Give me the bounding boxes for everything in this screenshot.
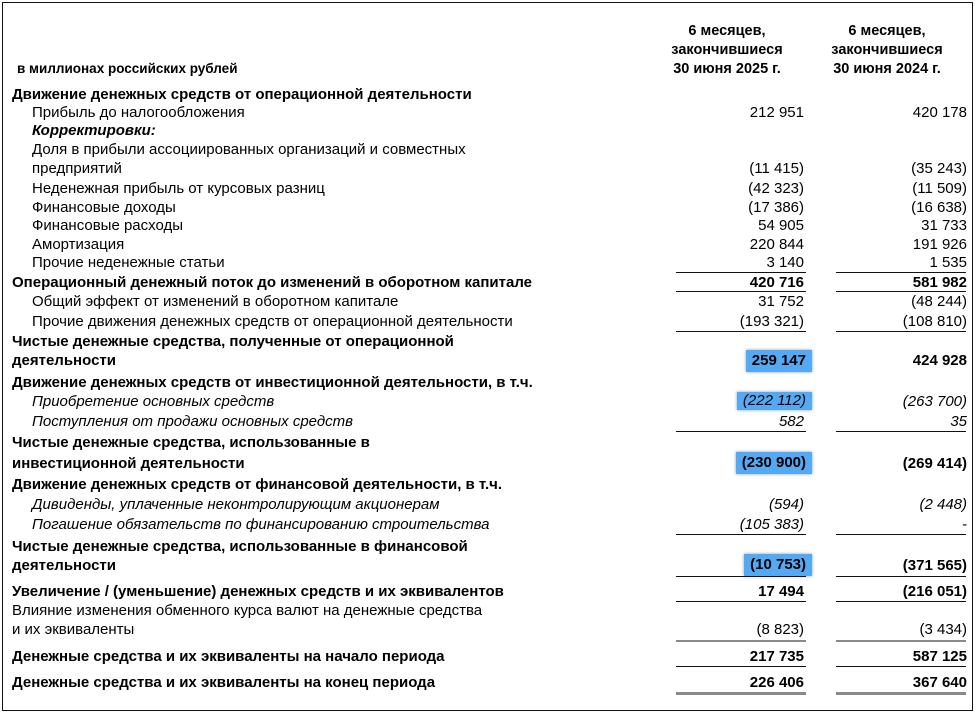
double-line-4 — [836, 692, 966, 695]
subtotal-line-5 — [676, 331, 806, 332]
double-line-1 — [676, 640, 806, 642]
subtotal-line-16 — [836, 666, 966, 667]
subtotal-line-12 — [836, 576, 966, 577]
col1-line3: 30 июня 2025 г. — [673, 61, 781, 77]
subtotal-line-7 — [676, 431, 806, 432]
col2-line2: закончившиеся — [831, 42, 943, 58]
double-line-3 — [676, 692, 806, 695]
column-header-2025 — [647, 22, 807, 79]
subtotal-line-1 — [676, 272, 806, 273]
highlight-net-investing: (230 900) — [736, 452, 812, 474]
unit-label: в миллионах российских рублей — [17, 61, 238, 76]
subtotal-line-14 — [836, 601, 966, 602]
subtotal-line-2 — [836, 272, 966, 273]
highlight-net-financing: (10 753) — [744, 554, 812, 576]
col2-line3: 30 июня 2024 г. — [833, 61, 941, 77]
double-line-2 — [836, 640, 966, 642]
subtotal-line-8 — [836, 431, 966, 432]
subtotal-line-9 — [676, 534, 806, 535]
subtotal-line-3 — [676, 291, 806, 292]
subtotal-line-11 — [676, 576, 806, 577]
subtotal-line-6 — [836, 331, 966, 332]
highlight-capex: (222 112) — [737, 392, 812, 410]
subtotal-line-10 — [836, 534, 966, 535]
highlight-net-operating: 259 147 — [746, 350, 812, 372]
subtotal-line-4 — [836, 291, 966, 292]
column-header-2024 — [807, 22, 967, 79]
subtotal-line-15 — [676, 666, 806, 667]
col2-line1: 6 месяцев, — [848, 23, 926, 39]
col1-line1: 6 месяцев, — [688, 23, 766, 39]
col1-line2: закончившиеся — [671, 42, 783, 58]
subtotal-line-13 — [676, 601, 806, 602]
